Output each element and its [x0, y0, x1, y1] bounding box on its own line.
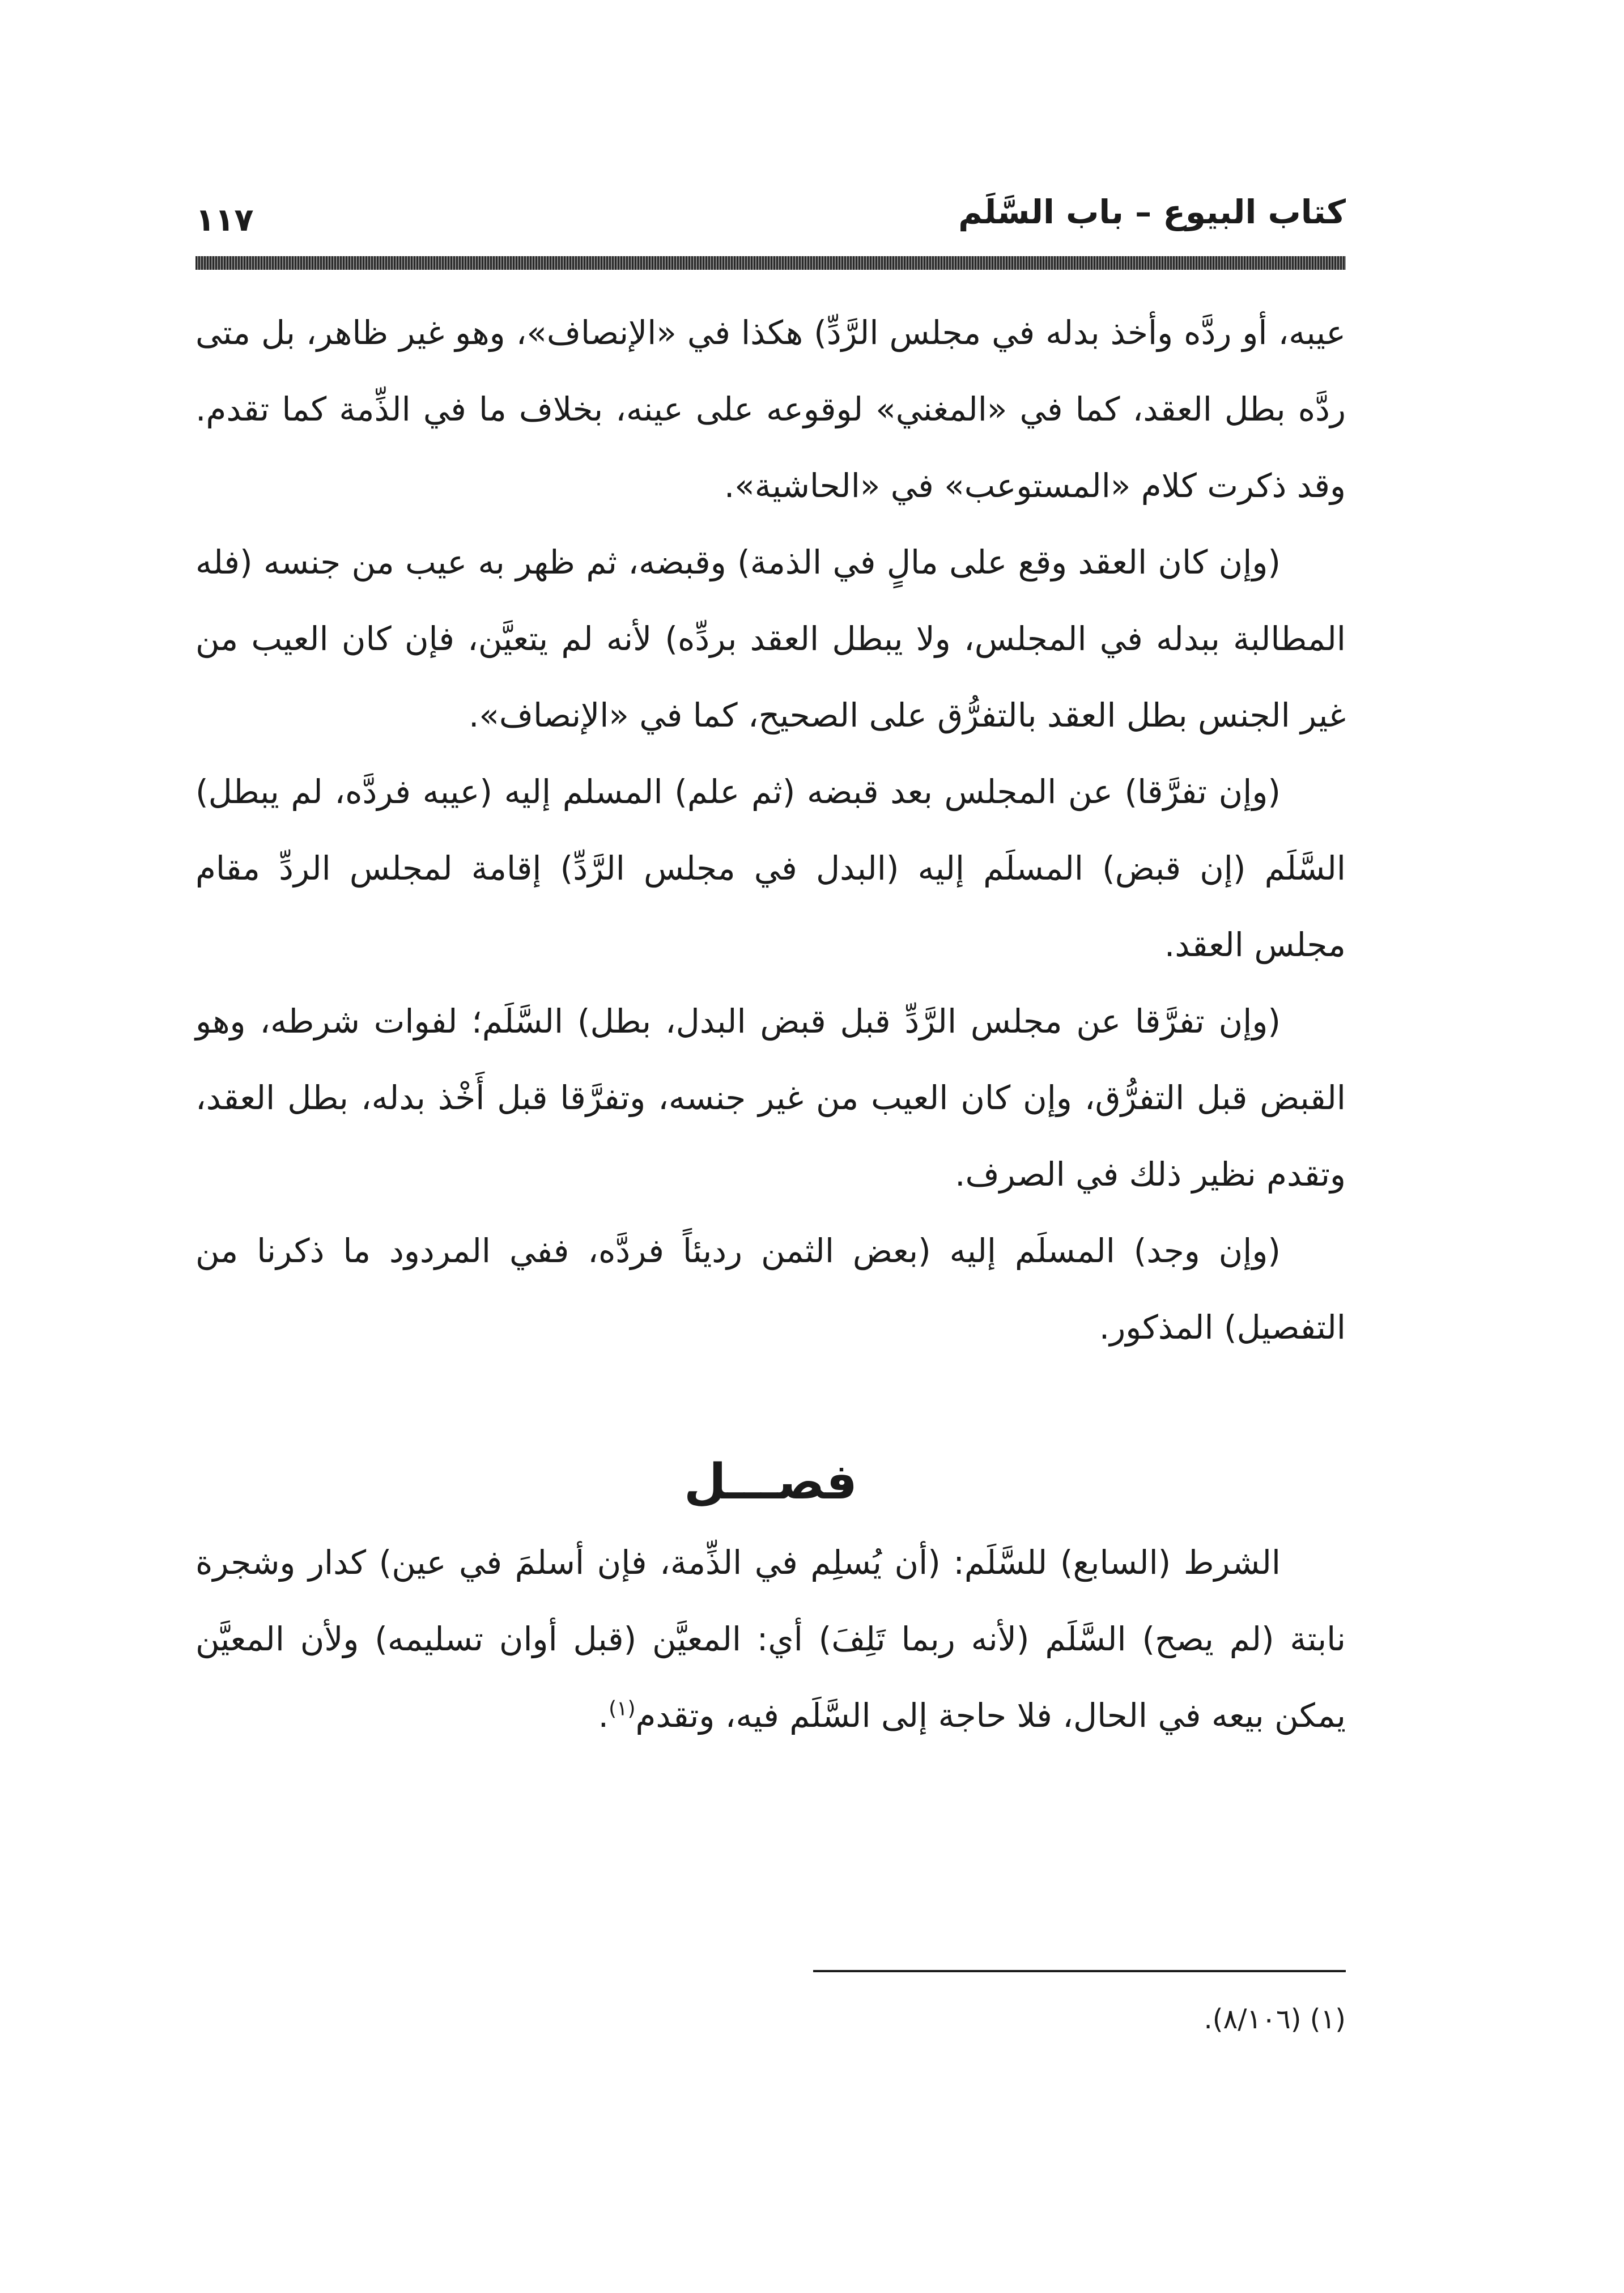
footnote-divider [813, 1970, 1346, 1972]
main-text [195, 295, 1346, 1754]
section-paragraph [195, 1525, 1346, 1754]
book-page [195, 0, 1346, 2293]
header-divider [195, 256, 1346, 270]
paragraph: (وإن وجد) المسلَم إليه (بعض الثمن رديئاً فردَّه، ففي المردود ما ذكرنا من التفصيل) المذكور. [195, 1232, 1346, 1347]
paragraph: (وإن تفرَّقا) عن المجلس بعد قبضه (ثم علم) المسلم إليه (عيبه فردَّه، لم يبطل) السَّلَم (إن قبض) المسلَم إليه (البدل في مجلس الرَّدِّ) إقامة لمجلس الردِّ مقام مجلس العقد. [195, 772, 1346, 964]
chapter-title: كتاب البيوع – باب السَّلَم [958, 193, 1346, 231]
paragraph-continuation: عيبه، أو ردَّه وأخذ بدله في مجلس الرَّدِّ) هكذا في «الإنصاف»، وهو غير ظاهر، بل متى ردَّه بطل العقد، كما في «المغني» لوقوعه على عينه، بخلاف ما في الذِّمة كما تقدم. وقد ذكرت كلام «المستوعب» في «الحاشية». [195, 313, 1346, 505]
running-header [195, 187, 1346, 244]
page-number: ١١٧ [195, 202, 254, 239]
footnote: (١) (٨/١٠٦). [1204, 2003, 1346, 2035]
section-heading: فصـــل [684, 1454, 857, 1510]
footnote-reference: (١) [609, 1697, 636, 1721]
section-paragraph-text: الشرط (السابع) للسَّلَم: (أن يُسلِم في الذِّمة، فإن أسلمَ في عين) كدار وشجرة نابتة (لم يصح) السَّلَم (لأنه ربما تَلِفَ) أي: المعيَّن (قبل أوان تسليمه) ولأن المعيَّن يمكن بيعه في الحال، فلا حاجة إلى السَّلَم فيه، وتقدم [195, 1543, 1346, 1735]
section-paragraph-end: . [598, 1696, 609, 1735]
paragraph: (وإن تفرَّقا عن مجلس الرَّدِّ قبل قبض البدل، بطل) السَّلَم؛ لفوات شرطه، وهو القبض قبل التفرُّق، وإن كان العيب من غير جنسه، وتفرَّقا قبل أَخْذ بدله، بطل العقد، وتقدم نظير ذلك في الصرف. [195, 1002, 1346, 1194]
paragraph: (وإن كان العقد وقع على مالٍ في الذمة) وقبضه، ثم ظهر به عيب من جنسه (فله المطالبة ببدله في المجلس، ولا يبطل العقد بردِّه) لأنه لم يتعيَّن، فإن كان العيب من غير الجنس بطل العقد بالتفرُّق على الصحيح، كما في «الإنصاف». [195, 543, 1346, 734]
